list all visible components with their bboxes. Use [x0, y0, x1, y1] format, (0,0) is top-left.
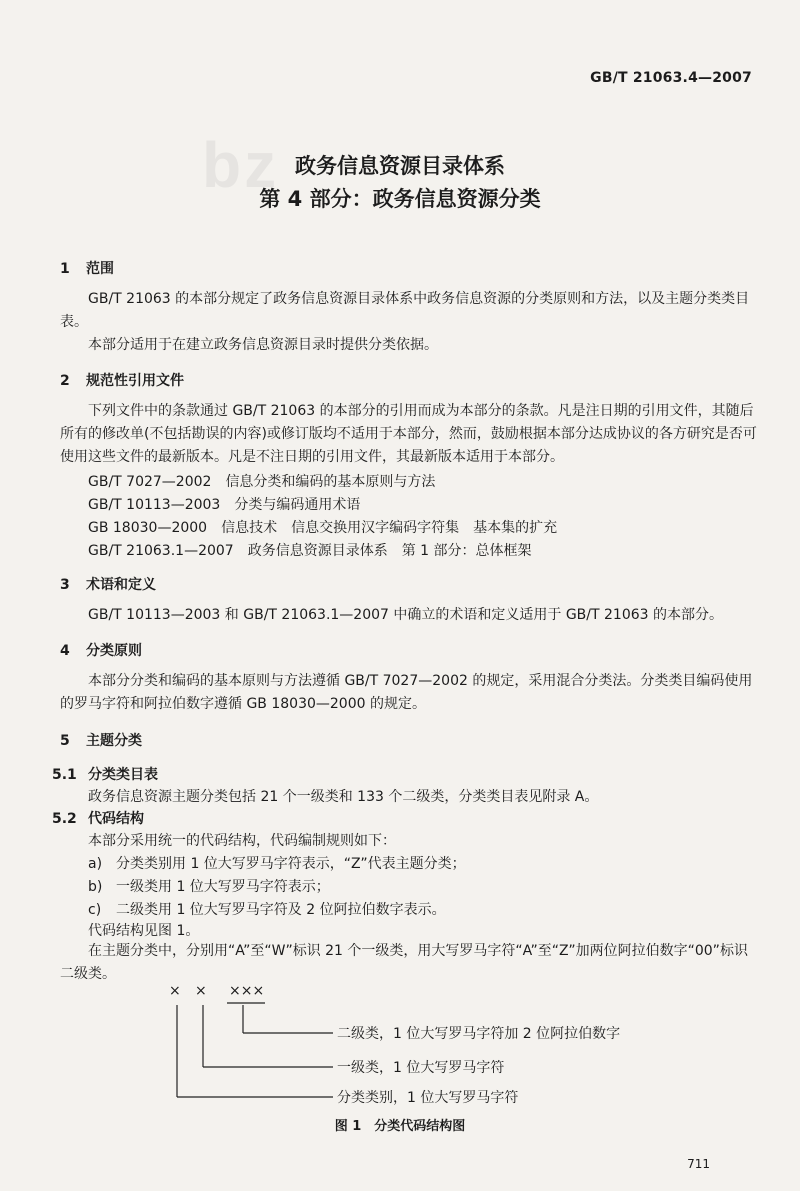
reference-item: GB/T 21063.1—2007 政务信息资源目录体系 第 1 部分：总体框架: [88, 543, 532, 559]
figure-caption: 图 1 分类代码结构图: [334, 1119, 466, 1134]
subsection-heading-5-1: 5.1 分类类目表: [52, 767, 158, 783]
subsection-5-2-paragraph-2: 代码结构见图 1。: [88, 923, 200, 939]
section-heading-5: 5 主题分类: [60, 733, 142, 749]
section-1-paragraph-2: 本部分适用于在建立政务信息资源目录时提供分类依据。: [88, 337, 438, 353]
watermark: bz: [202, 129, 280, 201]
code-level1-mark: ×: [195, 983, 207, 999]
document-title-line2: 第 4 部分：政务信息资源分类: [259, 187, 541, 211]
section-2-paragraph-1: 下列文件中的条款通过 GB/T 21063 的本部分的引用而成为本部分的条款。凡是注日期的引用文件，其随后所有的修改单(不包括勘误的内容)或修订版均不适用于本部分，然而，鼓励根据本部分达成协议的各方研究是否可使用这些文件的最新版本。凡是不注日期的引用文件，其最新版本适用于本部分。: [60, 403, 757, 465]
subsection-5-1-paragraph: 政务信息资源主题分类包括 21 个一级类和 133 个二级类，分类类目表见附录 A。: [88, 789, 599, 805]
section-4-paragraph-1: 本部分分类和编码的基本原则与方法遵循 GB/T 7027—2002 的规定，采用混合分类法。分类类目编码使用的罗马字符和阿拉伯数字遵循 GB 18030—2000 的规定。: [60, 673, 753, 712]
category-label: 分类类别，1 位大写罗马字符: [337, 1090, 519, 1106]
code-category-mark: ×: [169, 983, 181, 999]
subsection-5-2-paragraph-1: 本部分采用统一的代码结构，代码编制规则如下：: [88, 833, 396, 849]
code-level2-mark: ×××: [229, 983, 265, 999]
subsection-5-2-paragraph-3: 在主题分类中，分别用“A”至“W”标识 21 个一级类，用大写罗马字符“A”至“Z”加两位阿拉伯数字“00”标识二级类。: [60, 943, 748, 982]
page-number: 711: [687, 1157, 710, 1171]
level2-label: 二级类，1 位大写罗马字符加 2 位阿拉伯数字: [337, 1026, 621, 1042]
list-item: c) 二级类用 1 位大写罗马字符及 2 位阿拉伯数字表示。: [88, 902, 446, 918]
list-item: a) 分类类别用 1 位大写罗马字符表示，“Z”代表主题分类；: [88, 856, 466, 872]
section-heading-1: 1 范围: [60, 261, 114, 277]
list-item: b) 一级类用 1 位大写罗马字符表示；: [88, 879, 330, 895]
section-heading-3: 3 术语和定义: [60, 577, 156, 593]
reference-item: GB/T 7027—2002 信息分类和编码的基本原则与方法: [88, 474, 436, 490]
reference-item: GB 18030—2000 信息技术 信息交换用汉字编码字符集 基本集的扩充: [88, 520, 558, 536]
document-title-line1: 政务信息资源目录体系: [295, 154, 505, 178]
standard-code: GB/T 21063.4—2007: [590, 70, 752, 86]
section-heading-4: 4 分类原则: [60, 643, 142, 659]
reference-item: GB/T 10113—2003 分类与编码通用术语: [88, 497, 361, 513]
section-3-paragraph-1: GB/T 10113—2003 和 GB/T 21063.1—2007 中确立的术语和定义适用于 GB/T 21063 的本部分。: [88, 607, 723, 623]
level1-label: 一级类，1 位大写罗马字符: [337, 1060, 505, 1076]
code-structure-diagram: [165, 985, 685, 1115]
section-1-paragraph-1: GB/T 21063 的本部分规定了政务信息资源目录体系中政务信息资源的分类原则和方法，以及主题分类类目表。: [60, 291, 750, 330]
section-heading-2: 2 规范性引用文件: [60, 373, 184, 389]
subsection-heading-5-2: 5.2 代码结构: [52, 811, 144, 827]
